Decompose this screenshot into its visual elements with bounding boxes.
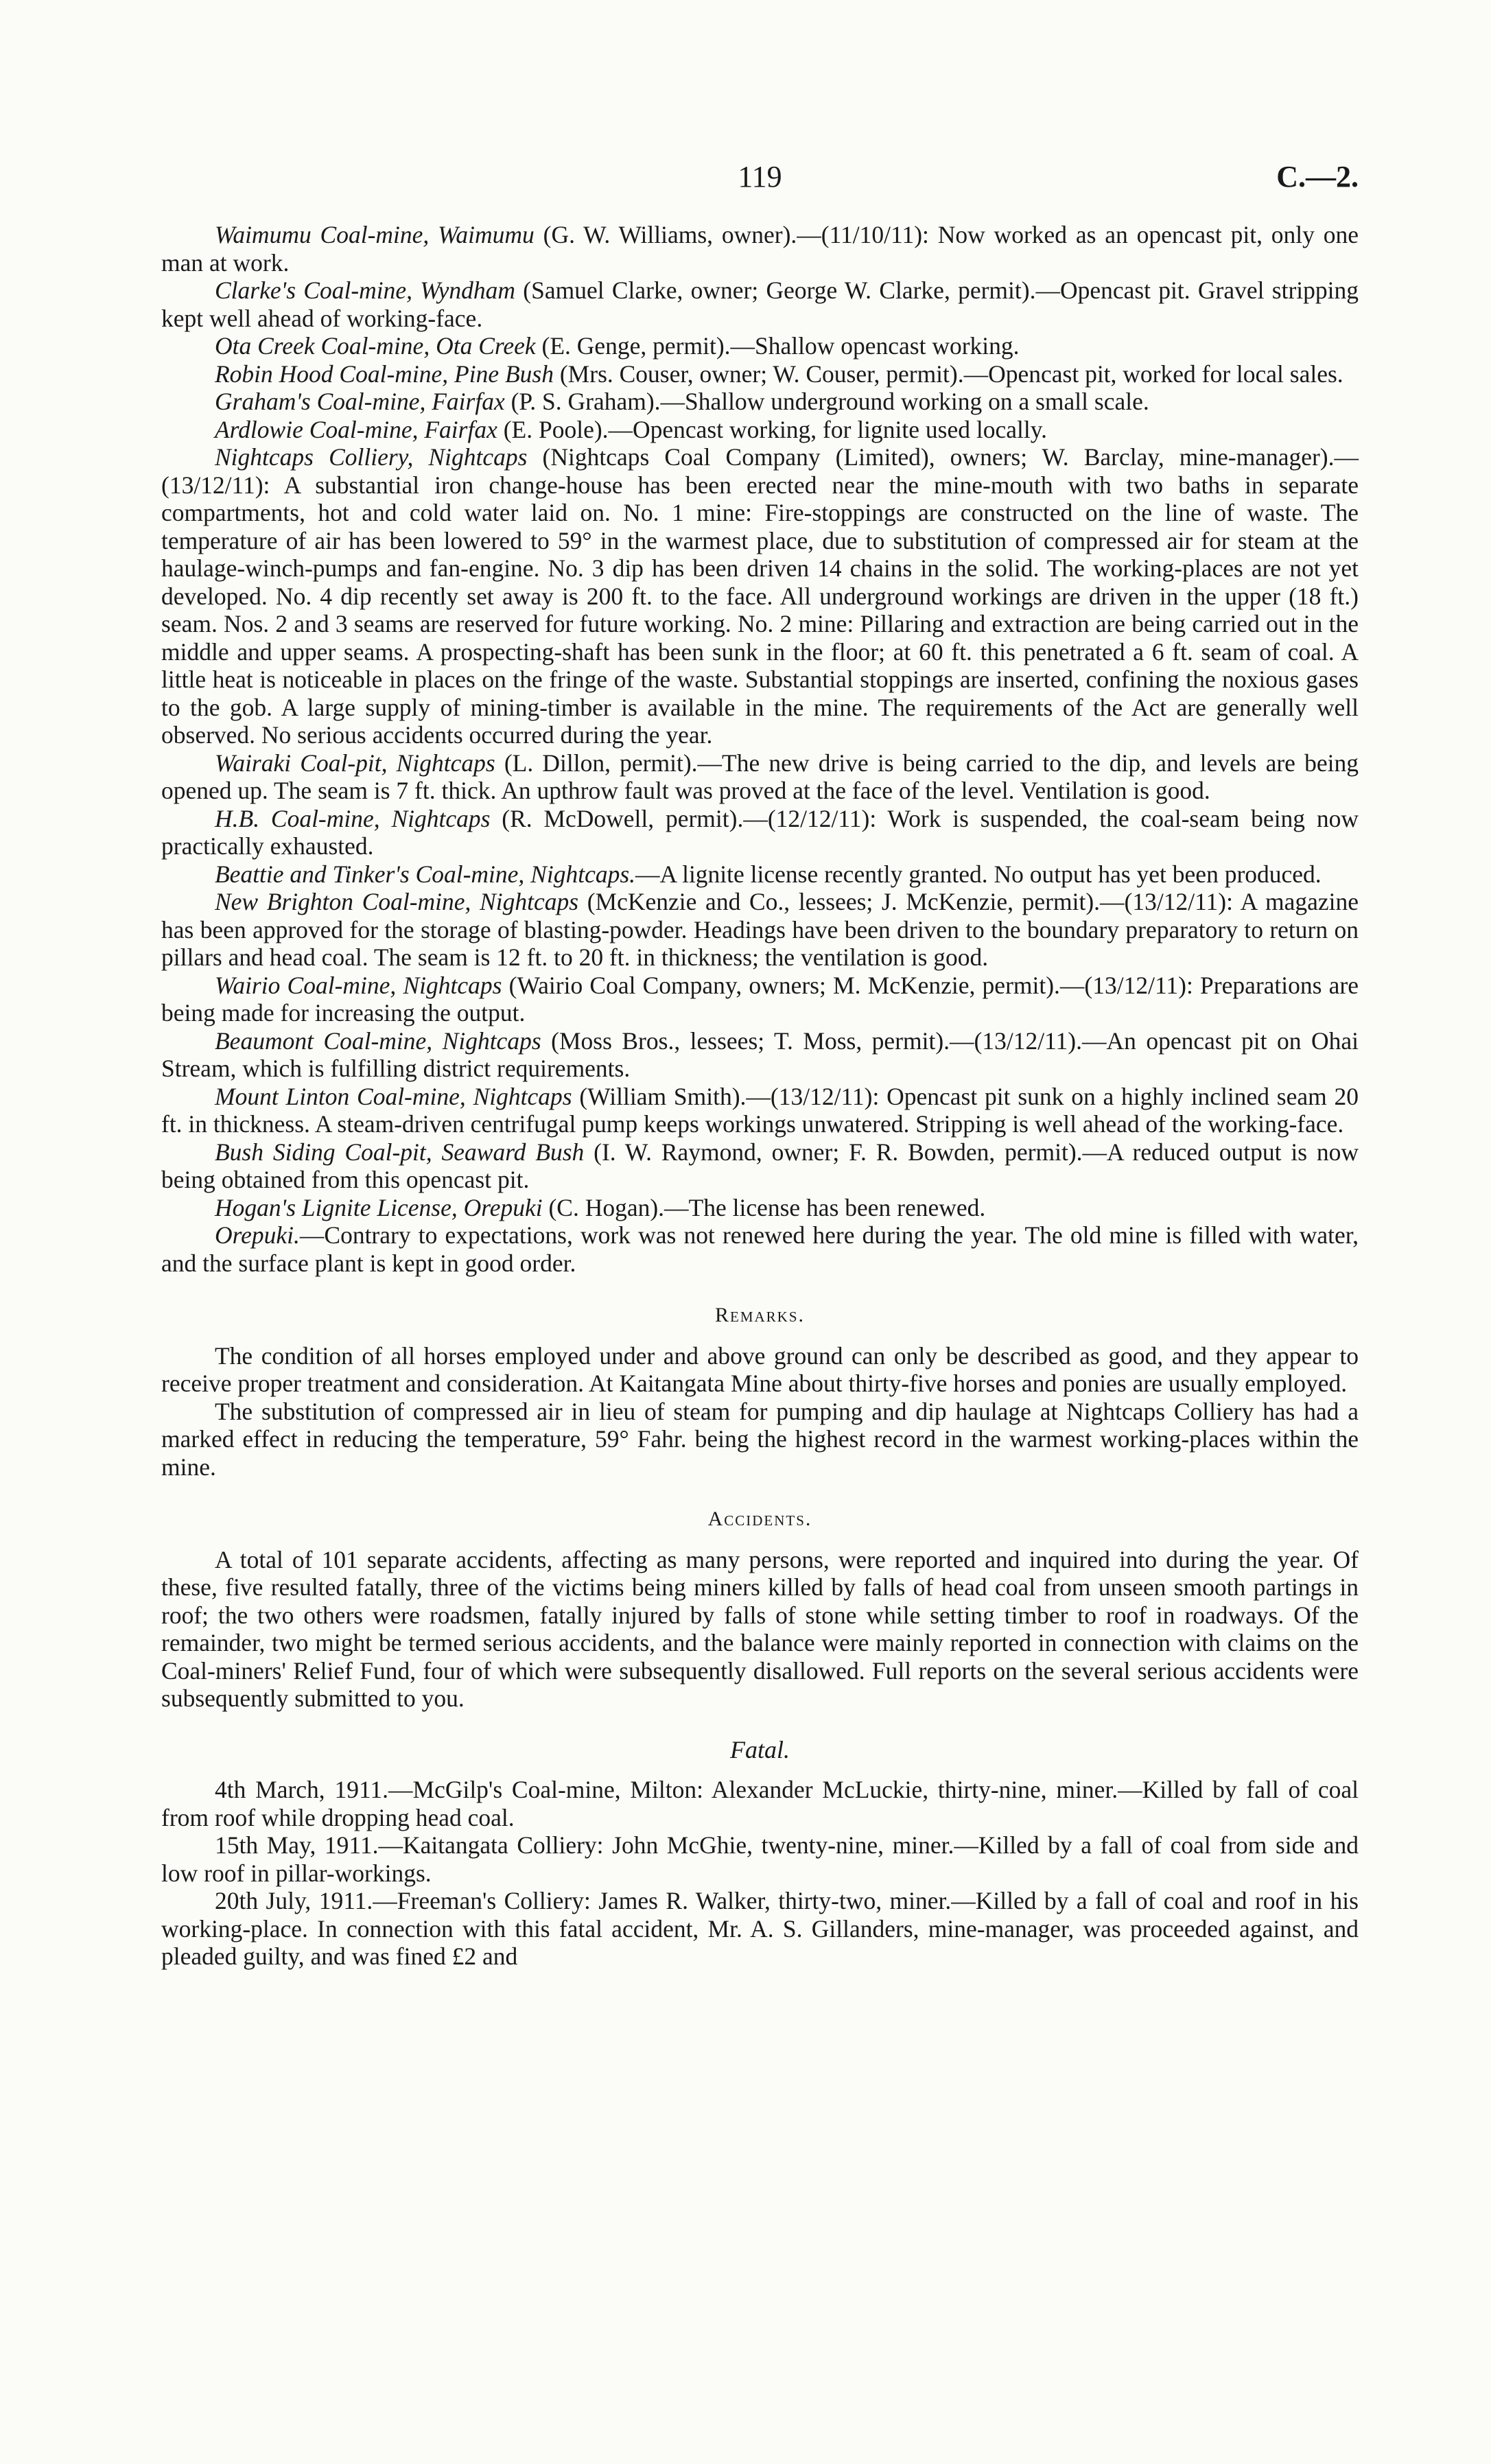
mine-entry-body: (G. W. Williams, owner).—(11/10/11): Now worked as an opencast pit, only one man at work. [161, 221, 1359, 277]
mine-entry [161, 277, 1359, 332]
mine-entry [161, 805, 1359, 860]
mine-entry [161, 1027, 1359, 1083]
mine-entry-title: H.B. Coal-mine, Nightcaps [215, 804, 491, 832]
remarks-paragraph: The condition of all horses employed under and above ground can only be described as good, and they appear to receive proper treatment and consideration. At Kaitangata Mine about thirty-five horses and ponies are usually employed. [161, 1341, 1359, 1397]
mine-entry-body: (Mrs. Couser, owner; W. Couser, permit).—Opencast pit, worked for local sales. [553, 360, 1343, 388]
fatal-section [161, 1776, 1359, 1971]
mine-entry-body: —Contrary to expectations, work was not renewed here during the year. The old mine is filled with water, and the surface plant is kept in good order. [161, 1221, 1359, 1277]
mine-entry-body: (Moss Bros., lessees; T. Moss, permit).—(13/12/11).—An opencast pit on Ohai Stream, which is fulfilling district requirements. [161, 1026, 1359, 1082]
mine-entry-title: Beaumont Coal-mine, Nightcaps [215, 1026, 541, 1055]
mine-entry [161, 1194, 1359, 1222]
remarks-heading: Remarks. [714, 1304, 806, 1326]
body-text [161, 221, 1359, 1971]
mine-entry-body: (I. W. Raymond, owner; F. R. Bowden, permit).—A reduced output is now being obtained from this opencast pit. [161, 1138, 1359, 1193]
mine-entry [161, 860, 1359, 889]
mine-entry-title: New Brighton Coal-mine, Nightcaps [215, 888, 579, 915]
mine-entry [161, 1221, 1359, 1277]
mine-entry-title: Robin Hood Coal-mine, Pine Bush [215, 360, 554, 388]
document-page [161, 159, 1359, 1971]
fatal-accident-paragraph: 4th March, 1911.—McGilp's Coal-mine, Milton: Alexander McLuckie, thirty-nine, miner.—Killed by fall of coal from roof while dropping head coal. [161, 1776, 1359, 1831]
document-code: C.—2. [1276, 160, 1359, 193]
mine-entry-title: Nightcaps Colliery, Nightcaps [215, 443, 528, 471]
mine-entry [161, 332, 1359, 360]
accidents-paragraph: A total of 101 separate accidents, affecting as many persons, were reported and inquired into during the year. Of these, five resulted fatally, three of the victims being miners killed by falls of head coal from unseen smooth partings in roof; the two others were roadsmen, fatally injured by falls of stone while setting timber to roof in roadways. Of the remainder, two might be termed serious accidents, and the balance were mainly reported in connection with claims on the Coal-miners' Relief Fund, four of which were subsequently disallowed. Full reports on the several serious accidents were subsequently submitted to you. [161, 1545, 1359, 1712]
mine-entry-title: Ota Creek Coal-mine, Ota Creek [215, 332, 536, 360]
mine-entry-title: Mount Linton Coal-mine, Nightcaps [215, 1082, 572, 1110]
fatal-heading: Fatal. [730, 1735, 790, 1763]
page-header [161, 159, 1359, 221]
mine-entry-title: Waimumu Coal-mine, Waimumu [215, 221, 535, 248]
mine-entry [161, 388, 1359, 416]
fatal-accident-paragraph: 20th July, 1911.—Freeman's Colliery: James R. Walker, thirty-two, miner.—Killed by a fall of coal and roof in his working-place. In connection with this fatal accident, Mr. A. S. Gillanders, mine-manager, was proceeded against, and pleaded guilty, and was fined £2 and [161, 1887, 1359, 1970]
mine-entry-body: (P. S. Graham).—Shallow underground working on a small scale. [504, 388, 1149, 415]
mine-entries [161, 221, 1359, 1277]
mine-entry [161, 749, 1359, 805]
mine-entry-body: (William Smith).—(13/12/11): Opencast pit sunk on a highly inclined seam 20 ft. in thickness. A steam-driven centrifugal pump keeps workings unwatered. Stripping is well ahead of the working-face. [161, 1082, 1359, 1138]
mine-entry-body: (E. Poole).—Opencast working, for lignite used locally. [497, 415, 1048, 443]
accidents-section [161, 1546, 1359, 1713]
fatal-accident-paragraph: 15th May, 1911.—Kaitangata Colliery: John McGhie, twenty-nine, miner.—Killed by a fall of coal from side and low roof in pillar-workings. [161, 1831, 1359, 1887]
mine-entry-title: Clarke's Coal-mine, Wyndham [215, 277, 516, 304]
remarks-paragraph: The substitution of compressed air in lieu of steam for pumping and dip haulage at Nightcaps Colliery has had a marked effect in reducing the temperature, 59° Fahr. being the highest record in the warmest working-places within the mine. [161, 1397, 1359, 1481]
mine-entry-body: (R. McDowell, permit).—(12/12/11): Work is suspended, the coal-seam being now practically exhausted. [161, 804, 1359, 860]
mine-entry-title: Bush Siding Coal-pit, Seaward Bush [215, 1138, 585, 1166]
remarks-section [161, 1342, 1359, 1481]
mine-entry [161, 1083, 1359, 1138]
mine-entry-body: —A lignite license recently granted. No output has yet been produced. [635, 860, 1322, 888]
page-number: 119 [738, 160, 782, 193]
mine-entry-title: Wairaki Coal-pit, Nightcaps [215, 749, 495, 777]
mine-entry-title: Hogan's Lignite License, Orepuki [215, 1193, 543, 1221]
mine-entry [161, 1138, 1359, 1194]
mine-entry-title: Beattie and Tinker's Coal-mine, Nightcaps. [215, 860, 636, 888]
accidents-heading: Accidents. [707, 1507, 812, 1530]
mine-entry-body: (E. Genge, permit).—Shallow opencast working. [535, 332, 1020, 360]
mine-entry [161, 221, 1359, 277]
mine-entry [161, 443, 1359, 749]
mine-entry-title: Ardlowie Coal-mine, Fairfax [215, 415, 497, 443]
mine-entry-body: (C. Hogan).—The license has been renewed. [542, 1193, 986, 1221]
mine-entry [161, 416, 1359, 444]
mine-entry-body: (Samuel Clarke, owner; George W. Clarke, permit).—Opencast pit. Gravel stripping kept well ahead of working-face. [161, 277, 1359, 332]
mine-entry-body: (Wairio Coal Company, owners; M. McKenzie, permit).—(13/12/11): Preparations are being made for increasing the output. [161, 971, 1359, 1026]
mine-entry [161, 360, 1359, 388]
mine-entry-body: (L. Dillon, permit).—The new drive is being carried to the dip, and levels are being opened up. The seam is 7 ft. thick. An upthrow fault was proved at the face of the level. Ventilation is good. [161, 749, 1359, 804]
mine-entry [161, 888, 1359, 972]
mine-entry-body: (McKenzie and Co., lessees; J. McKenzie, permit).—(13/12/11): A magazine has been approved for the storage of blasting-powder. Headings have been driven to the boundary preparatory to return on pillars and head coal. The seam is 12 ft. to 20 ft. in thickness; the ventilation is good. [161, 888, 1359, 971]
mine-entry-body: (Nightcaps Coal Company (Limited), owners; W. Barclay, mine-manager).—(13/12/11): A substantial iron change-house has been erected near the mine-mouth with two baths in separate compartments, hot and cold water laid on. No. 1 mine: Fire-stoppings are constructed on the line of waste. The temperature of air has been lowered to 59° in the warmest place, due to substitution of compressed air for steam at the haulage-winch-pumps and fan-engine. No. 3 dip has been driven 14 chains in the solid. The working-places are not yet developed. No. 4 dip recently set away is 200 ft. to the face. All underground workings are driven in the upper (18 ft.) seam. Nos. 2 and 3 seams are reserved for future working. No. 2 mine: Pillaring and extraction are being carried out in the middle and upper seams. A prospecting-shaft has been sunk in the floor; at 60 ft. this penetrated a 6 ft. seam of coal. A little heat is noticeable in places on the fringe of the waste. Substantial stoppings are inserted, confining the noxious gases to the gob. A large supply of mining-timber is available in the mine. The requirements of the Act are generally well observed. No serious accidents occurred during the year. [161, 443, 1359, 749]
mine-entry-title: Orepuki. [215, 1221, 300, 1249]
mine-entry-title: Wairio Coal-mine, Nightcaps [215, 971, 502, 999]
mine-entry-title: Graham's Coal-mine, Fairfax [215, 388, 505, 415]
mine-entry [161, 972, 1359, 1027]
